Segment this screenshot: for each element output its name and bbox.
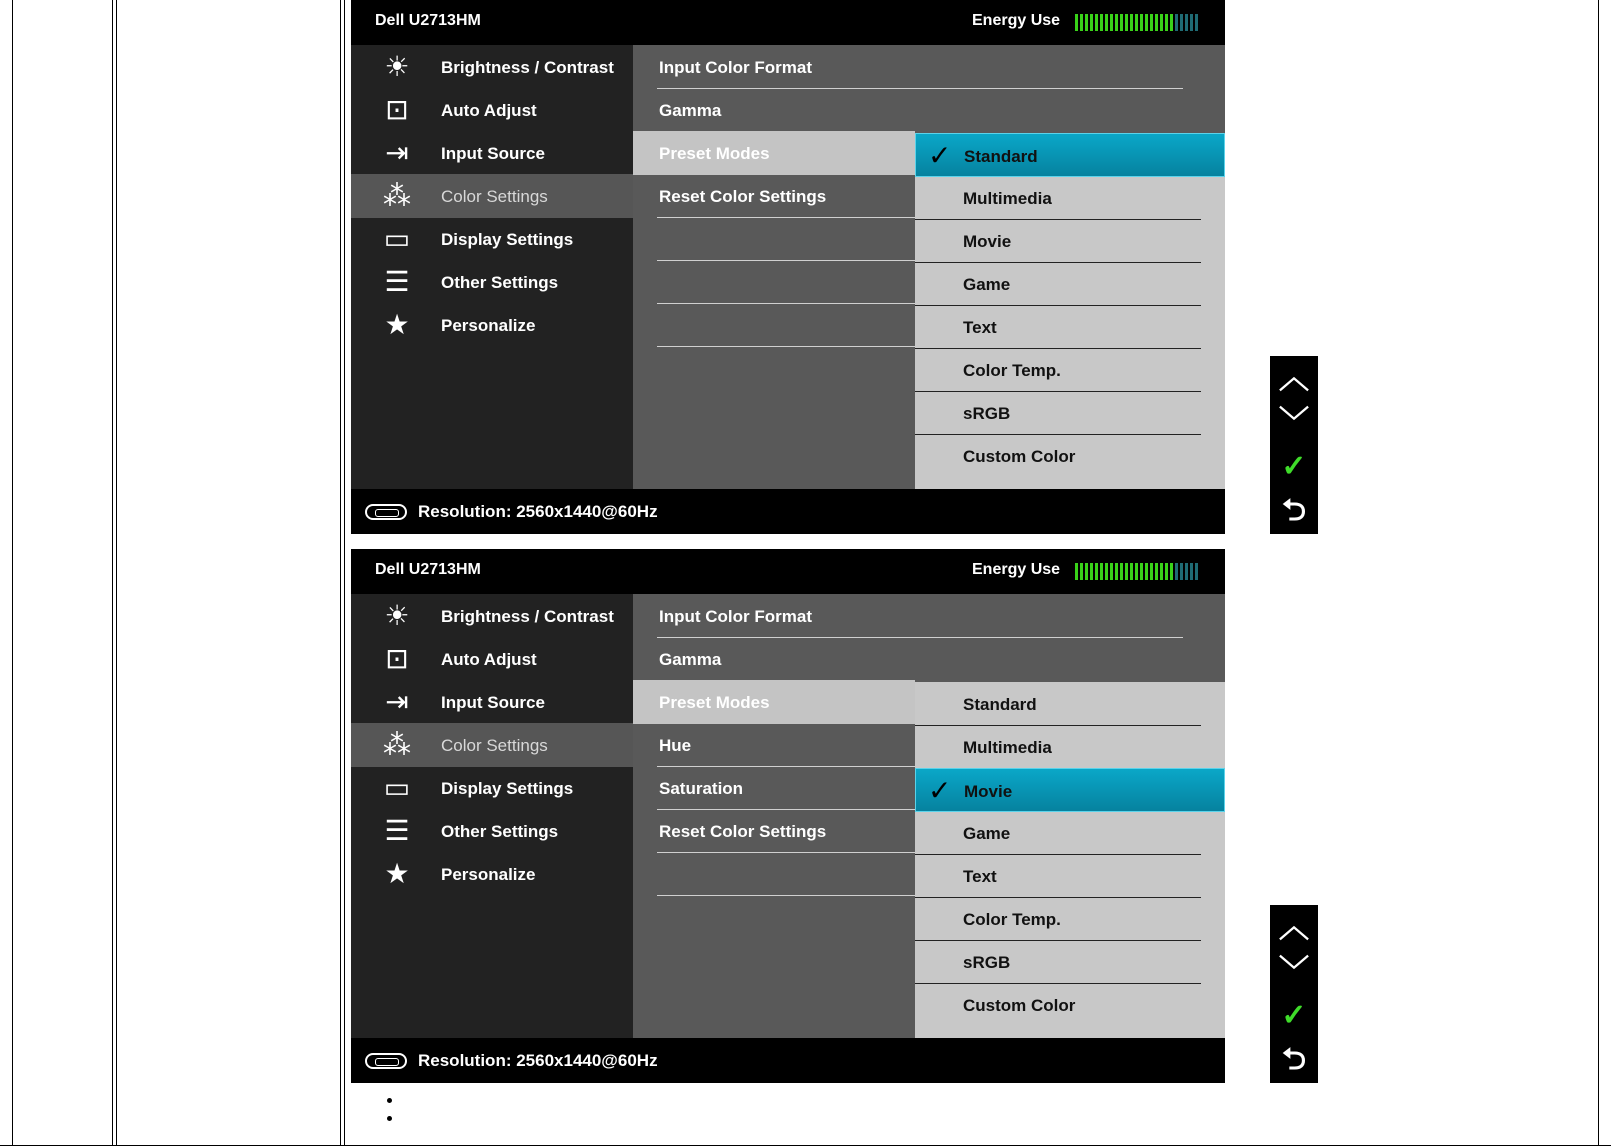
back-icon[interactable]: ⮌ [1281, 1043, 1307, 1076]
energy-segment [1130, 14, 1133, 31]
menu-item-brightness-contrast[interactable] [351, 45, 633, 89]
energy-segment [1195, 563, 1198, 580]
energy-use-label: Energy Use [972, 561, 1061, 578]
preset-option-label: Movie [964, 782, 1013, 801]
menu-item-color-settings[interactable] [351, 723, 633, 767]
preset-option-multimedia[interactable] [915, 176, 1225, 220]
menu-item-display-settings[interactable] [351, 766, 633, 810]
sliders-icon: ☰ [384, 266, 410, 297]
preset-option-label: Movie [963, 232, 1012, 251]
preset-option-multimedia[interactable] [915, 725, 1225, 769]
preset-option-movie[interactable] [915, 768, 1225, 812]
preset-mode-list [915, 133, 1225, 489]
menu-item-label: Brightness / Contrast [441, 58, 614, 77]
energy-segment [1105, 14, 1108, 31]
submenu-item-label: Hue [659, 736, 692, 755]
menu-item-other-settings[interactable] [351, 809, 633, 853]
submenu-item-label: Reset Color Settings [659, 822, 827, 841]
input-source-icon: ⇥ [385, 686, 409, 717]
main-menu [351, 594, 633, 1038]
submenu-empty-row [633, 895, 915, 939]
resolution-label: Resolution: 2560x1440@60Hz [418, 502, 658, 521]
nav-panel-2 [1270, 905, 1318, 1083]
preset-option-label: Custom Color [963, 996, 1076, 1015]
auto-adjust-icon: ⊡ [385, 94, 409, 125]
energy-segment [1180, 563, 1183, 580]
energy-segment [1080, 563, 1083, 580]
energy-segment [1080, 14, 1083, 31]
frame-line-2 [112, 0, 113, 1146]
menu-item-label: Input Source [441, 144, 545, 163]
menu-item-label: Auto Adjust [441, 650, 537, 669]
menu-item-label: Display Settings [441, 230, 574, 249]
energy-segment [1140, 14, 1143, 31]
energy-segment [1185, 563, 1188, 580]
energy-segment [1125, 14, 1128, 31]
menu-item-label: Brightness / Contrast [441, 607, 614, 626]
preset-option-label: sRGB [963, 953, 1011, 972]
sun-icon: ☀ [384, 51, 410, 82]
energy-segment [1165, 563, 1168, 580]
energy-segment [1115, 14, 1118, 31]
menu-item-personalize[interactable] [351, 303, 633, 347]
menu-item-label: Personalize [441, 865, 536, 884]
energy-segment [1145, 563, 1148, 580]
preset-option-custom-color[interactable] [915, 983, 1225, 1027]
preset-option-label: Multimedia [963, 189, 1052, 208]
energy-segment [1160, 14, 1163, 31]
osd-panel [351, 0, 1225, 534]
submenu-empty-row [633, 303, 915, 347]
sliders-icon: ☰ [384, 815, 410, 846]
preset-option-color-temp[interactable] [915, 897, 1225, 941]
submenu-item-label: Input Color Format [659, 58, 812, 77]
preset-option-label: sRGB [963, 404, 1011, 423]
submenu-item[interactable] [633, 809, 915, 853]
preset-option-srgb[interactable] [915, 940, 1225, 984]
energy-use-meter [1075, 14, 1198, 31]
energy-segment [1130, 563, 1133, 580]
energy-segment [1175, 14, 1178, 31]
main-menu [351, 45, 633, 489]
preset-option-label: Multimedia [963, 738, 1052, 757]
osd-title-bar [351, 0, 1225, 45]
back-icon[interactable]: ⮌ [1281, 494, 1307, 527]
menu-item-input-source[interactable] [351, 680, 633, 724]
osd-title-bar [351, 549, 1225, 594]
menu-item-label: Personalize [441, 316, 536, 335]
submenu-item[interactable] [633, 680, 915, 724]
energy-segment [1145, 14, 1148, 31]
auto-adjust-icon: ⊡ [385, 643, 409, 674]
energy-segment [1155, 563, 1158, 580]
preset-option-custom-color[interactable] [915, 434, 1225, 478]
star-icon: ★ [384, 858, 410, 889]
energy-segment [1150, 14, 1153, 31]
preset-option-label: Standard [964, 147, 1038, 166]
menu-item-personalize[interactable] [351, 852, 633, 896]
energy-segment [1100, 14, 1103, 31]
menu-item-label: Color Settings [441, 736, 548, 755]
energy-segment [1135, 14, 1138, 31]
menu-item-display-settings[interactable] [351, 217, 633, 261]
color-dots-icon: ⁂ [383, 180, 411, 211]
preset-mode-list [915, 682, 1225, 1038]
preset-option-color-temp[interactable] [915, 348, 1225, 392]
energy-segment [1110, 14, 1113, 31]
menu-item-other-settings[interactable] [351, 260, 633, 304]
chevron-down-icon[interactable]: ﹀ [1279, 955, 1309, 988]
energy-segment [1100, 563, 1103, 580]
energy-segment [1120, 14, 1123, 31]
submenu-empty-row [633, 346, 915, 390]
preset-option-label: Standard [963, 695, 1037, 714]
submenu-item-label: Saturation [659, 779, 744, 798]
energy-segment [1150, 563, 1153, 580]
energy-segment [1175, 563, 1178, 580]
submenu-item-label: Input Color Format [659, 607, 812, 626]
energy-segment [1170, 14, 1173, 31]
energy-segment [1085, 14, 1088, 31]
energy-segment [1125, 563, 1128, 580]
submenu-item[interactable] [633, 88, 915, 132]
submenu-item-label: Gamma [659, 650, 722, 669]
energy-segment [1165, 14, 1168, 31]
menu-item-label: Auto Adjust [441, 101, 537, 120]
preset-option-standard[interactable] [915, 133, 1225, 177]
energy-segment [1190, 14, 1193, 31]
chevron-down-icon[interactable]: ﹀ [1279, 406, 1309, 439]
energy-segment [1135, 563, 1138, 580]
preset-option-label: Game [963, 275, 1011, 294]
submenu-item[interactable] [633, 131, 915, 175]
osd-footer [351, 489, 1225, 534]
energy-segment [1160, 563, 1163, 580]
energy-segment [1090, 14, 1093, 31]
energy-segment [1155, 14, 1158, 31]
menu-item-auto-adjust[interactable] [351, 637, 633, 681]
preset-option-text[interactable] [915, 305, 1225, 349]
submenu-empty-row [633, 217, 915, 261]
energy-segment [1185, 14, 1188, 31]
submenu-item-label: Preset Modes [659, 693, 770, 712]
submenu-empty-row [633, 852, 915, 896]
submenu-item-label: Preset Modes [659, 144, 770, 163]
check-icon: ✓ [928, 140, 952, 171]
submenu-item[interactable] [633, 45, 915, 89]
frame-line-5 [344, 0, 345, 1146]
energy-segment [1075, 563, 1078, 580]
display-icon: ▭ [383, 223, 411, 254]
energy-segment [1115, 563, 1118, 580]
menu-item-label: Other Settings [441, 822, 559, 841]
energy-segment [1090, 563, 1093, 580]
preset-option-game[interactable] [915, 811, 1225, 855]
connector-icon [365, 504, 407, 520]
energy-segment [1120, 563, 1123, 580]
frame-line-right [1598, 0, 1599, 1146]
preset-option-srgb[interactable] [915, 391, 1225, 435]
submenu-item-label: Gamma [659, 101, 722, 120]
menu-item-auto-adjust[interactable] [351, 88, 633, 132]
continuation-dots [387, 1098, 392, 1134]
energy-segment [1075, 14, 1078, 31]
submenu-item[interactable] [633, 174, 915, 218]
submenu-empty-row [633, 260, 915, 304]
preset-option-label: Custom Color [963, 447, 1076, 466]
submenu-item-label: Reset Color Settings [659, 187, 827, 206]
check-icon: ✓ [928, 775, 952, 806]
submenu-item[interactable] [633, 637, 915, 681]
preset-option-label: Text [963, 318, 997, 337]
preset-option-label: Color Temp. [963, 910, 1061, 929]
preset-option-standard[interactable] [915, 682, 1225, 726]
energy-use-label: Energy Use [972, 12, 1061, 29]
frame-line-3 [116, 0, 117, 1146]
frame-line-left [12, 0, 13, 1146]
star-icon: ★ [384, 309, 410, 340]
sun-icon: ☀ [384, 600, 410, 631]
energy-segment [1105, 563, 1108, 580]
menu-item-label: Other Settings [441, 273, 559, 292]
preset-option-label: Color Temp. [963, 361, 1061, 380]
energy-segment [1110, 563, 1113, 580]
energy-segment [1085, 563, 1088, 580]
osd-footer [351, 1038, 1225, 1083]
energy-segment [1170, 563, 1173, 580]
display-icon: ▭ [383, 772, 411, 803]
osd-title: Dell U2713HM [375, 12, 481, 29]
color-dots-icon: ⁂ [383, 729, 411, 760]
energy-segment [1140, 563, 1143, 580]
frame-line-4 [340, 0, 341, 1146]
preset-option-text[interactable] [915, 854, 1225, 898]
connector-icon [365, 1053, 407, 1069]
energy-segment [1180, 14, 1183, 31]
preset-option-game[interactable] [915, 262, 1225, 306]
energy-segment [1190, 563, 1193, 580]
chevron-up-icon[interactable]: ︿ [1279, 362, 1309, 395]
preset-option-movie[interactable] [915, 219, 1225, 263]
menu-item-color-settings[interactable] [351, 174, 633, 218]
input-source-icon: ⇥ [385, 137, 409, 168]
submenu-item[interactable] [633, 766, 915, 810]
nav-panel-1 [1270, 356, 1318, 534]
preset-option-label: Game [963, 824, 1011, 843]
osd-title: Dell U2713HM [375, 561, 481, 578]
check-icon[interactable]: ✓ [1281, 450, 1307, 483]
preset-option-label: Text [963, 867, 997, 886]
menu-item-input-source[interactable] [351, 131, 633, 175]
energy-segment [1195, 14, 1198, 31]
submenu-item[interactable] [633, 594, 915, 638]
energy-use-meter [1075, 563, 1198, 580]
menu-item-label: Color Settings [441, 187, 548, 206]
menu-item-label: Input Source [441, 693, 545, 712]
submenu-item[interactable] [633, 723, 915, 767]
energy-segment [1095, 563, 1098, 580]
energy-segment [1095, 14, 1098, 31]
chevron-up-icon[interactable]: ︿ [1279, 911, 1309, 944]
check-icon[interactable]: ✓ [1281, 999, 1307, 1032]
resolution-label: Resolution: 2560x1440@60Hz [418, 1051, 658, 1070]
osd-panel [351, 549, 1225, 1083]
menu-item-brightness-contrast[interactable] [351, 594, 633, 638]
menu-item-label: Display Settings [441, 779, 574, 798]
